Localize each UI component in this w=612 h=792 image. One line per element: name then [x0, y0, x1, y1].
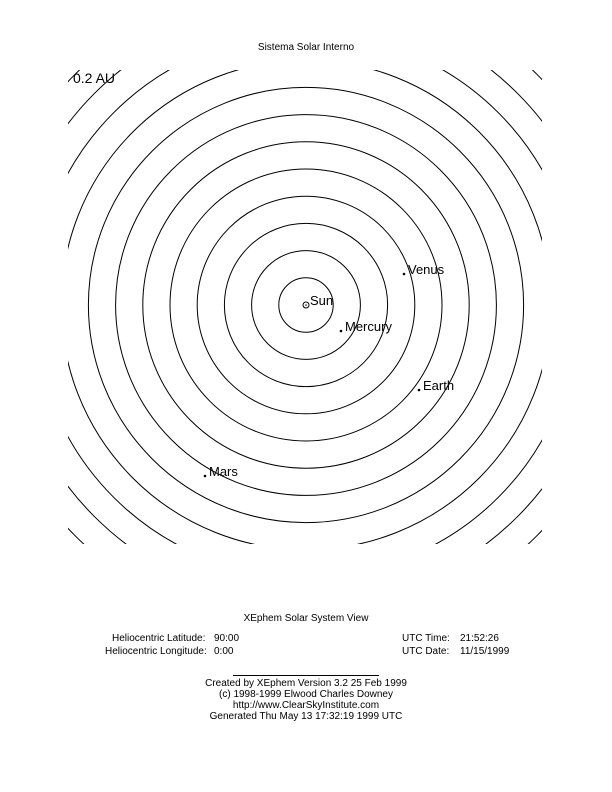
credit-line: Generated Thu May 13 17:32:19 1999 UTC: [209, 711, 403, 722]
venus-dot: [403, 273, 406, 276]
mercury-dot: [340, 330, 343, 333]
latitude-value: 90:00: [214, 633, 240, 644]
earth-dot: [418, 389, 421, 392]
mars-dot: [204, 475, 207, 478]
footer-title: XEphem Solar System View: [243, 613, 369, 624]
page-title: Sistema Solar Interno: [257, 42, 355, 53]
credit-line: Created by XEphem Version 3.2 25 Feb 1999: [205, 678, 407, 689]
utc-time-label: UTC Time:: [402, 633, 450, 644]
earth-label: Earth: [423, 378, 455, 393]
mercury-marker: [340, 319, 393, 334]
sun-marker: [303, 293, 333, 308]
mars-marker: [204, 464, 239, 479]
sun-label: Sun: [310, 293, 334, 308]
scale-label: 0.2 AU: [73, 70, 116, 86]
longitude-value: 0:00: [214, 646, 234, 657]
credit-line: (c) 1998-1999 Elwood Charles Downey: [219, 689, 393, 700]
longitude-label: Heliocentric Longitude:: [105, 646, 207, 657]
footer-divider: [233, 675, 379, 676]
utc-date-label: UTC Date:: [402, 646, 450, 657]
earth-marker: [418, 378, 454, 393]
venus-marker: [403, 262, 445, 277]
mars-label: Mars: [209, 464, 238, 479]
utc-time-value: 21:52:26: [460, 633, 499, 644]
latitude-label: Heliocentric Latitude:: [112, 633, 206, 644]
mercury-label: Mercury: [345, 319, 392, 334]
credit-line: http://www.ClearSkyInstitute.com: [232, 700, 380, 711]
venus-label: Venus: [408, 262, 445, 277]
utc-date-value: 11/15/1999: [460, 646, 510, 657]
sun-symbol-dot: [305, 304, 307, 306]
